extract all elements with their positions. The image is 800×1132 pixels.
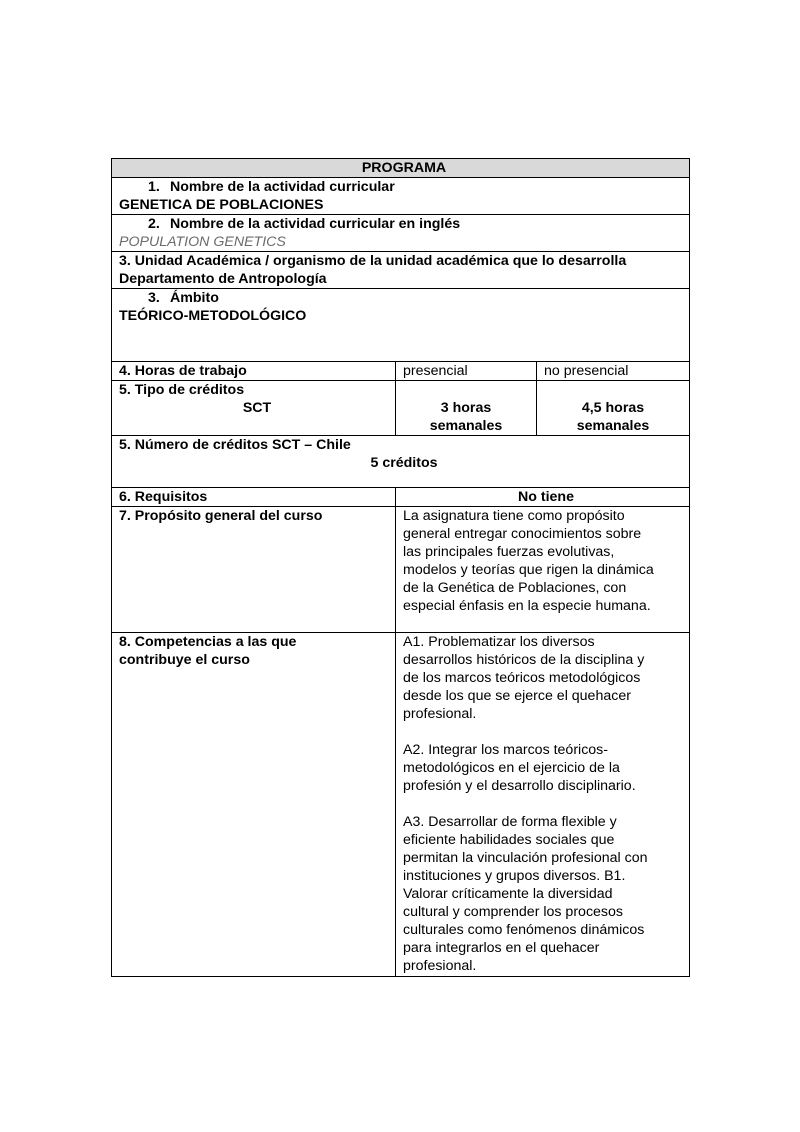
program-table <box>111 158 690 977</box>
competency-a3-line: profesional. <box>403 958 477 974</box>
s5b-value: 5 créditos <box>370 455 438 471</box>
row-activity-name-english <box>112 215 690 252</box>
s7-line: de la Genética de Poblaciones, con <box>403 580 627 596</box>
s7-line: modelos y teorías que rigen la dinámica <box>403 562 654 578</box>
s3b-label: Ámbito <box>170 290 219 306</box>
header-row <box>112 159 690 178</box>
competency-a2-line: metodológicos en el ejercicio de la <box>403 760 620 776</box>
s3b-number: 3. <box>148 290 160 306</box>
row-requirements <box>112 488 690 507</box>
s5-label: 5. Tipo de créditos <box>119 382 245 398</box>
row-credit-type <box>112 381 690 436</box>
s1-value: GENETICA DE POBLACIONES <box>119 197 324 213</box>
s2-label: Nombre de la actividad curricular en inglés <box>170 216 461 232</box>
s5-presencial-hours: 3 horas <box>440 400 492 416</box>
s3-label: 3. Unidad Académica / organismo de la unidad académica que lo desarrolla <box>119 253 627 269</box>
competency-a3-line: Valorar críticamente la diversidad <box>403 886 613 902</box>
s7-line: La asignatura tiene como propósito <box>403 508 625 524</box>
s4-label: 4. Horas de trabajo <box>112 362 396 381</box>
s5-no-presencial-hours: 4,5 horas <box>581 400 645 416</box>
competency-a1-line: desarrollos históricos de la disciplina y <box>403 652 645 668</box>
s5-type: SCT <box>242 400 272 416</box>
competency-a3-line: culturales como fenómenos dinámicos <box>403 922 645 938</box>
s2-value: POPULATION GENETICS <box>119 234 286 250</box>
s6-value: No tiene <box>396 488 690 507</box>
s8-label-line: 8. Competencias a las que <box>119 634 297 650</box>
s7-line: las principales fuerzas evolutivas, <box>403 544 615 560</box>
s2-number: 2. <box>148 216 160 232</box>
row-credit-number <box>112 436 690 488</box>
s4-presencial: presencial <box>396 362 537 381</box>
competency-a3-line: eficiente habilidades sociales que <box>403 832 615 848</box>
s3b-value: TEÓRICO-METODOLÓGICO <box>119 308 307 324</box>
competency-a1-line: A1. Problematizar los diversos <box>403 634 595 650</box>
s1-label: Nombre de la actividad curricular <box>170 179 395 195</box>
competency-a1-line: profesional. <box>403 706 477 722</box>
s5-presencial-unit: semanales <box>429 418 503 434</box>
competency-a3-line: instituciones y grupos diversos. B1. <box>403 868 626 884</box>
s3-value: Departamento de Antropología <box>119 271 327 287</box>
competency-a1-line: desde los que se ejerce el quehacer <box>403 688 631 704</box>
s5-no-presencial-unit: semanales <box>576 418 650 434</box>
competency-a2-line: profesión y el desarrollo disciplinario. <box>403 778 636 794</box>
s5b-label: 5. Número de créditos SCT – Chile <box>119 437 351 453</box>
competency-a3-line: permitan la vinculación profesional con <box>403 850 648 866</box>
row-purpose <box>112 507 690 633</box>
row-work-hours <box>112 362 690 381</box>
row-academic-unit <box>112 252 690 289</box>
s4-no-presencial: no presencial <box>537 362 690 381</box>
s1-number: 1. <box>148 179 160 195</box>
competency-a3-line: A3. Desarrollar de forma flexible y <box>403 814 617 830</box>
s8-label-line: contribuye el curso <box>119 652 250 668</box>
competency-a2-line: A2. Integrar los marcos teóricos- <box>403 742 609 758</box>
competency-a1-line: de los marcos teóricos metodológicos <box>403 670 641 686</box>
s7-line: general entregar conocimientos sobre <box>403 526 642 542</box>
competency-a3-line: para integrarlos en el quehacer <box>403 940 600 956</box>
row-activity-name <box>112 178 690 215</box>
row-competencies <box>112 633 690 977</box>
s6-label: 6. Requisitos <box>112 488 396 507</box>
s7-label: 7. Propósito general del curso <box>112 507 396 633</box>
row-scope <box>112 289 690 362</box>
s7-line: especial énfasis en la especie humana. <box>403 598 651 614</box>
competency-a3-line: cultural y comprender los procesos <box>403 904 624 920</box>
program-header: PROGRAMA <box>112 159 690 178</box>
